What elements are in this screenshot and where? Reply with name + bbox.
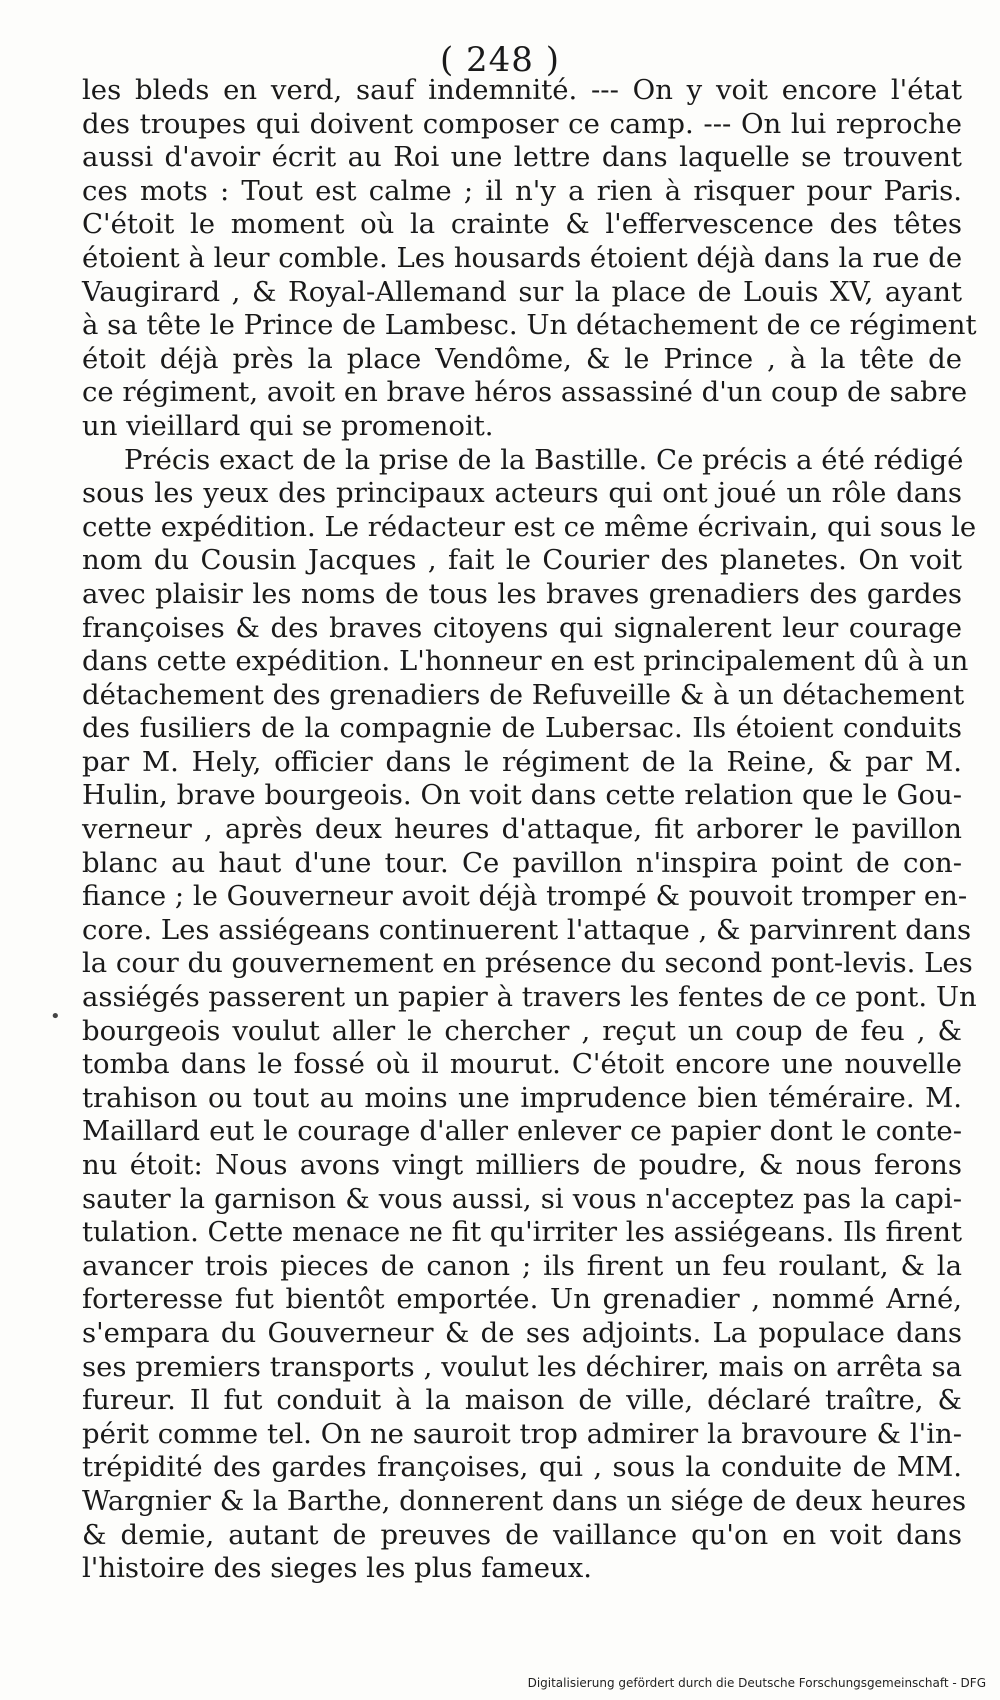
text-line: tulation. Cette menace ne fit qu'irriter les assiégeans. Ils firent bbox=[82, 1216, 962, 1249]
text-line: un vieillard qui se promenoit. bbox=[82, 409, 494, 442]
text-line: périt comme tel. On ne sauroit trop admirer la bravoure & l'in- bbox=[82, 1417, 962, 1450]
text-line: trahison ou tout au moins une imprudence bien téméraire. M. bbox=[82, 1081, 962, 1114]
text-line: sauter la garnison & vous aussi, si vous n'acceptez pas la capi- bbox=[82, 1182, 962, 1215]
digitization-credit: Digitalisierung gefördert durch die Deutsche Forschungsgemeinschaft - DFG bbox=[527, 1676, 986, 1690]
text-line: core. Les assiégeans continuerent l'attaque , & parvinrent dans bbox=[82, 913, 972, 946]
text-line: détachement des grenadiers de Refuveille & à un détachement bbox=[82, 678, 965, 711]
text-line: cette expédition. Le rédacteur est ce même écrivain, qui sous le bbox=[82, 510, 977, 543]
text-line: Wargnier & la Barthe, donnerent dans un siége de deux heures bbox=[82, 1484, 967, 1517]
text-line: les bleds en verd, sauf indemnité. --- On y voit encore l'état bbox=[82, 74, 962, 106]
text-line: à sa tête le Prince de Lambesc. Un détachement de ce régiment bbox=[82, 309, 977, 342]
text-line: ses premiers transports , voulut les déchirer, mais on arrêta sa bbox=[82, 1350, 962, 1383]
text-line: ce régiment, avoit en brave héros assassiné d'un coup de sabre bbox=[82, 376, 968, 409]
text-line: & demie, autant de preuves de vaillance qu'on en voit dans bbox=[82, 1518, 962, 1551]
text-line: par M. Hely, officier dans le régiment de la Reine, & par M. bbox=[82, 745, 962, 778]
text-line: Vaugirard , & Royal-Allemand sur la place de Louis XV, ayant bbox=[82, 275, 962, 308]
text-line: C'étoit le moment où la crainte & l'effervescence des têtes bbox=[82, 208, 962, 241]
text-line: avec plaisir les noms de tous les braves grenadiers des gardes bbox=[82, 577, 962, 610]
text-line: dans cette expédition. L'honneur en est principalement dû à un bbox=[82, 645, 969, 678]
text-line: Hulin, brave bourgeois. On voit dans cette relation que le Gou- bbox=[82, 779, 962, 812]
text-line: ces mots : Tout est calme ; il n'y a rien à risquer pour Paris. bbox=[82, 174, 962, 207]
text-line: des troupes qui doivent composer ce camp. --- On lui reproche bbox=[82, 107, 962, 140]
text-line: verneur , après deux heures d'attaque, fit arborer le pavillon bbox=[82, 813, 962, 846]
text-line: blanc au haut d'une tour. Ce pavillon n'inspira point de con- bbox=[82, 846, 962, 879]
text-line: nom du Cousin Jacques , fait le Courier des planetes. On voit bbox=[82, 544, 962, 577]
text-line: sous les yeux des principaux acteurs qui ont joué un rôle dans bbox=[82, 477, 962, 510]
text-line: l'histoire des sieges les plus fameux. bbox=[82, 1552, 592, 1585]
text-line: Maillard eut le courage d'aller enlever ce papier dont le conte- bbox=[82, 1115, 962, 1148]
text-line: Précis exact de la prise de la Bastille. Ce précis a été rédigé bbox=[124, 443, 964, 476]
page-number: ( 248 ) bbox=[439, 40, 561, 80]
text-line: aussi d'avoir écrit au Roi une lettre dans laquelle se trouvent bbox=[82, 141, 962, 174]
text-line: fiance ; le Gouverneur avoit déjà trompé & pouvoit tromper en- bbox=[82, 880, 968, 913]
text-line: trépidité des gardes françoises, qui , sous la conduite de MM. bbox=[82, 1451, 962, 1484]
text-line: avancer trois pieces de canon ; ils firent un feu roulant, & la bbox=[82, 1249, 962, 1282]
text-line: françoises & des braves citoyens qui signalerent leur courage bbox=[82, 611, 962, 644]
text-line: fureur. Il fut conduit à la maison de ville, déclaré traître, & bbox=[82, 1384, 962, 1417]
text-line: étoient à leur comble. Les housards étoient déjà dans la rue de bbox=[82, 241, 963, 274]
body-text bbox=[82, 74, 977, 1586]
margin-mark: • bbox=[50, 1006, 61, 1027]
text-line: étoit déjà près la place Vendôme, & le Prince , à la tête de bbox=[82, 342, 962, 375]
text-line: s'empara du Gouverneur & de ses adjoints. La populace dans bbox=[82, 1316, 962, 1349]
text-line: forteresse fut bientôt emportée. Un grenadier , nommé Arné, bbox=[82, 1283, 962, 1316]
text-line: la cour du gouvernement en présence du second pont-levis. Les bbox=[82, 947, 973, 980]
text-line: tomba dans le fossé où il mourut. C'étoit encore une nouvelle bbox=[82, 1048, 962, 1081]
text-line: nu étoit: Nous avons vingt milliers de poudre, & nous ferons bbox=[82, 1149, 962, 1181]
text-line: bourgeois voulut aller le chercher , reçut un coup de feu , & bbox=[82, 1014, 962, 1047]
text-line: assiégés passerent un papier à travers les fentes de ce pont. Un bbox=[82, 981, 977, 1014]
text-line: des fusiliers de la compagnie de Lubersac. Ils étoient conduits bbox=[82, 712, 962, 745]
